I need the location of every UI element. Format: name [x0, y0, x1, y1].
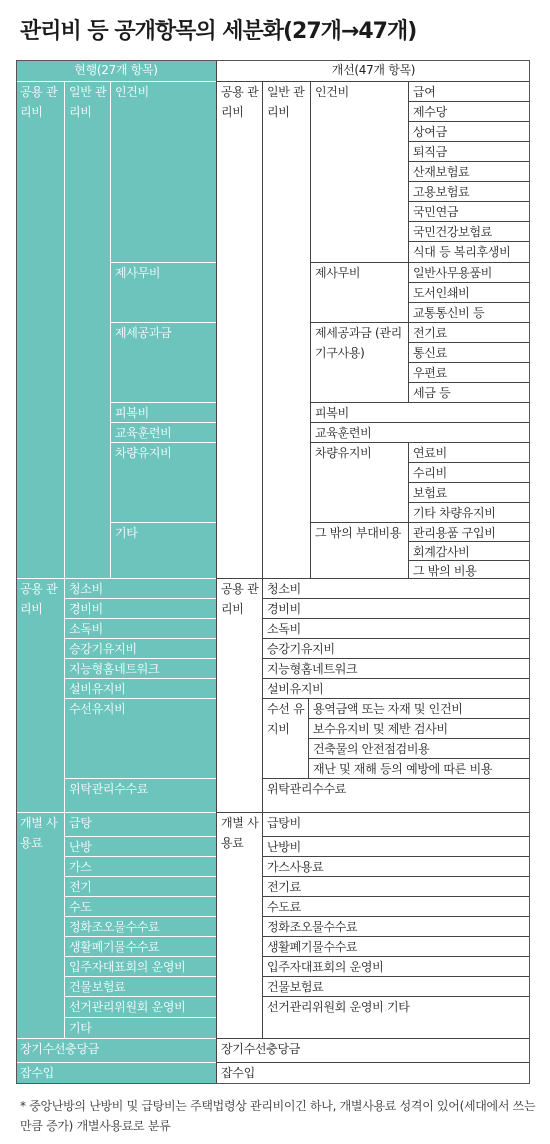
right-group-general-mgmt: 일반 관리비 — [262, 81, 310, 578]
right-reserve: 장기수선충당금 — [216, 1038, 530, 1062]
right-misc: 잡수입 — [216, 1062, 530, 1084]
left-septic: 정화조오물수수료 — [64, 916, 216, 936]
tax-sub-item: 전기료 — [408, 322, 530, 342]
left-group-general-mgmt: 일반 관리비 — [64, 81, 110, 578]
repair-sub-item: 보수유지비 및 제반 검사비 — [308, 718, 530, 738]
right-heating: 난방비 — [262, 836, 530, 856]
right-vehicle: 차량유지비 — [310, 442, 408, 522]
right-group-common-mgmt-2: 공용 관리비 — [216, 578, 262, 812]
left-network: 지능형홈네트워크 — [64, 658, 216, 678]
right-group-individual: 개별 사용료 — [216, 812, 262, 1038]
right-facility: 설비유지비 — [262, 678, 530, 698]
left-clothing: 피복비 — [110, 402, 216, 422]
left-labor: 인건비 — [110, 81, 216, 262]
right-elec: 전기료 — [262, 876, 530, 896]
labor-sub-item: 국민연금 — [408, 201, 530, 221]
labor-sub-item: 제수당 — [408, 101, 530, 121]
left-group-common-mgmt: 공용 관리비 — [16, 81, 64, 578]
left-reserve: 장기수선충당금 — [16, 1038, 216, 1062]
right-network: 지능형홈네트워크 — [262, 658, 530, 678]
etc-sub-item: 그 밖의 비용 — [408, 560, 530, 578]
header-current: 현행(27개 항목) — [16, 60, 216, 81]
right-council: 입주자대표회의 운영비 — [262, 956, 530, 976]
office-sub-item: 도서인쇄비 — [408, 282, 530, 302]
left-misc: 잡수입 — [16, 1062, 216, 1084]
left-elec: 전기 — [64, 876, 216, 896]
right-clothing: 피복비 — [310, 402, 530, 422]
left-group-individual: 개별 사용료 — [16, 812, 64, 1038]
left-water: 수도 — [64, 896, 216, 916]
left-heating: 난방 — [64, 836, 216, 856]
tax-sub-item: 통신료 — [408, 342, 530, 362]
right-etc: 그 밖의 부대비용 — [310, 522, 408, 578]
left-tax: 제세공과금 — [110, 322, 216, 402]
left-facility: 설비유지비 — [64, 678, 216, 698]
left-other: 기타 — [64, 1017, 216, 1038]
right-training: 교육훈련비 — [310, 422, 530, 442]
tax-sub-item: 우편료 — [408, 362, 530, 382]
right-consign: 위탁관리수수료 — [262, 778, 530, 812]
right-election: 선거관리위원회 운영비 기타 — [262, 996, 530, 1038]
right-cleaning: 청소비 — [262, 578, 530, 598]
left-disinfect: 소독비 — [64, 618, 216, 638]
left-waste: 생활폐기물수수료 — [64, 936, 216, 956]
left-elevator: 승강기유지비 — [64, 638, 216, 658]
right-elevator: 승강기유지비 — [262, 638, 530, 658]
labor-sub-item: 산재보험료 — [408, 161, 530, 181]
right-water: 수도료 — [262, 896, 530, 916]
etc-sub-item: 관리용품 구입비 — [408, 522, 530, 541]
vehicle-sub-item: 보험료 — [408, 482, 530, 502]
left-insurance: 건물보험료 — [64, 976, 216, 996]
office-sub-item: 일반사무용품비 — [408, 262, 530, 282]
labor-sub-item: 식대 등 복리후생비 — [408, 241, 530, 262]
left-consign: 위탁관리수수료 — [64, 778, 216, 812]
labor-sub-item: 퇴직금 — [408, 141, 530, 161]
repair-sub-item: 재난 및 재해 등의 예방에 따른 비용 — [308, 758, 530, 778]
right-septic: 정화조오물수수료 — [262, 916, 530, 936]
left-group-common-mgmt-2: 공용 관리비 — [16, 578, 64, 812]
labor-sub-item: 고용보험료 — [408, 181, 530, 201]
office-sub-item: 교통통신비 등 — [408, 302, 530, 322]
footnote: * 중앙난방의 난방비 및 급탕비는 주택법령상 관리비이긴 하나, 개별사용료 성격이 있어(세대에서 쓰는 만큼 증가) 개별사용료로 분류 — [20, 1099, 536, 1133]
left-security: 경비비 — [64, 598, 216, 618]
left-office: 제사무비 — [110, 262, 216, 322]
vehicle-sub-item: 수리비 — [408, 462, 530, 482]
comparison-table — [16, 60, 530, 1084]
labor-sub-item: 국민건강보험료 — [408, 221, 530, 241]
right-office: 제사무비 — [310, 262, 408, 322]
left-hotwater: 급탕 — [64, 812, 216, 836]
right-group-common-mgmt: 공용 관리비 — [216, 81, 262, 578]
right-waste: 생활폐기물수수료 — [262, 936, 530, 956]
left-repair: 수선유지비 — [64, 698, 216, 778]
vehicle-sub-item: 기타 차량유지비 — [408, 502, 530, 522]
vehicle-sub-item: 연료비 — [408, 442, 530, 462]
tax-sub-item: 세금 등 — [408, 382, 530, 402]
right-gas: 가스사용료 — [262, 856, 530, 876]
right-hotwater: 급탕비 — [262, 812, 530, 836]
left-council: 입주자대표회의 운영비 — [64, 956, 216, 976]
repair-sub-item: 용역금액 또는 자재 및 인건비 — [308, 698, 530, 718]
repair-sub-item: 건축물의 안전점검비용 — [308, 738, 530, 758]
left-gas: 가스 — [64, 856, 216, 876]
etc-sub-item: 회계감사비 — [408, 541, 530, 560]
header-improved: 개선(47개 항목) — [216, 60, 530, 81]
right-disinfect: 소독비 — [262, 618, 530, 638]
labor-sub-item: 상여금 — [408, 121, 530, 141]
right-tax: 제세공과금 (관리기구사용) — [310, 322, 408, 402]
right-security: 경비비 — [262, 598, 530, 618]
left-cleaning: 청소비 — [64, 578, 216, 598]
left-election: 선거관리위원회 운영비 — [64, 996, 216, 1017]
page-title: 관리비 등 공개항목의 세분화(27개→47개) — [20, 19, 417, 44]
left-etc: 기타 — [110, 522, 216, 578]
left-vehicle: 차량유지비 — [110, 442, 216, 522]
right-repair: 수선 유지비 — [262, 698, 308, 778]
right-insurance: 건물보험료 — [262, 976, 530, 996]
right-labor: 인건비 — [310, 81, 408, 262]
labor-sub-item: 급여 — [408, 81, 530, 101]
left-training: 교육훈련비 — [110, 422, 216, 442]
